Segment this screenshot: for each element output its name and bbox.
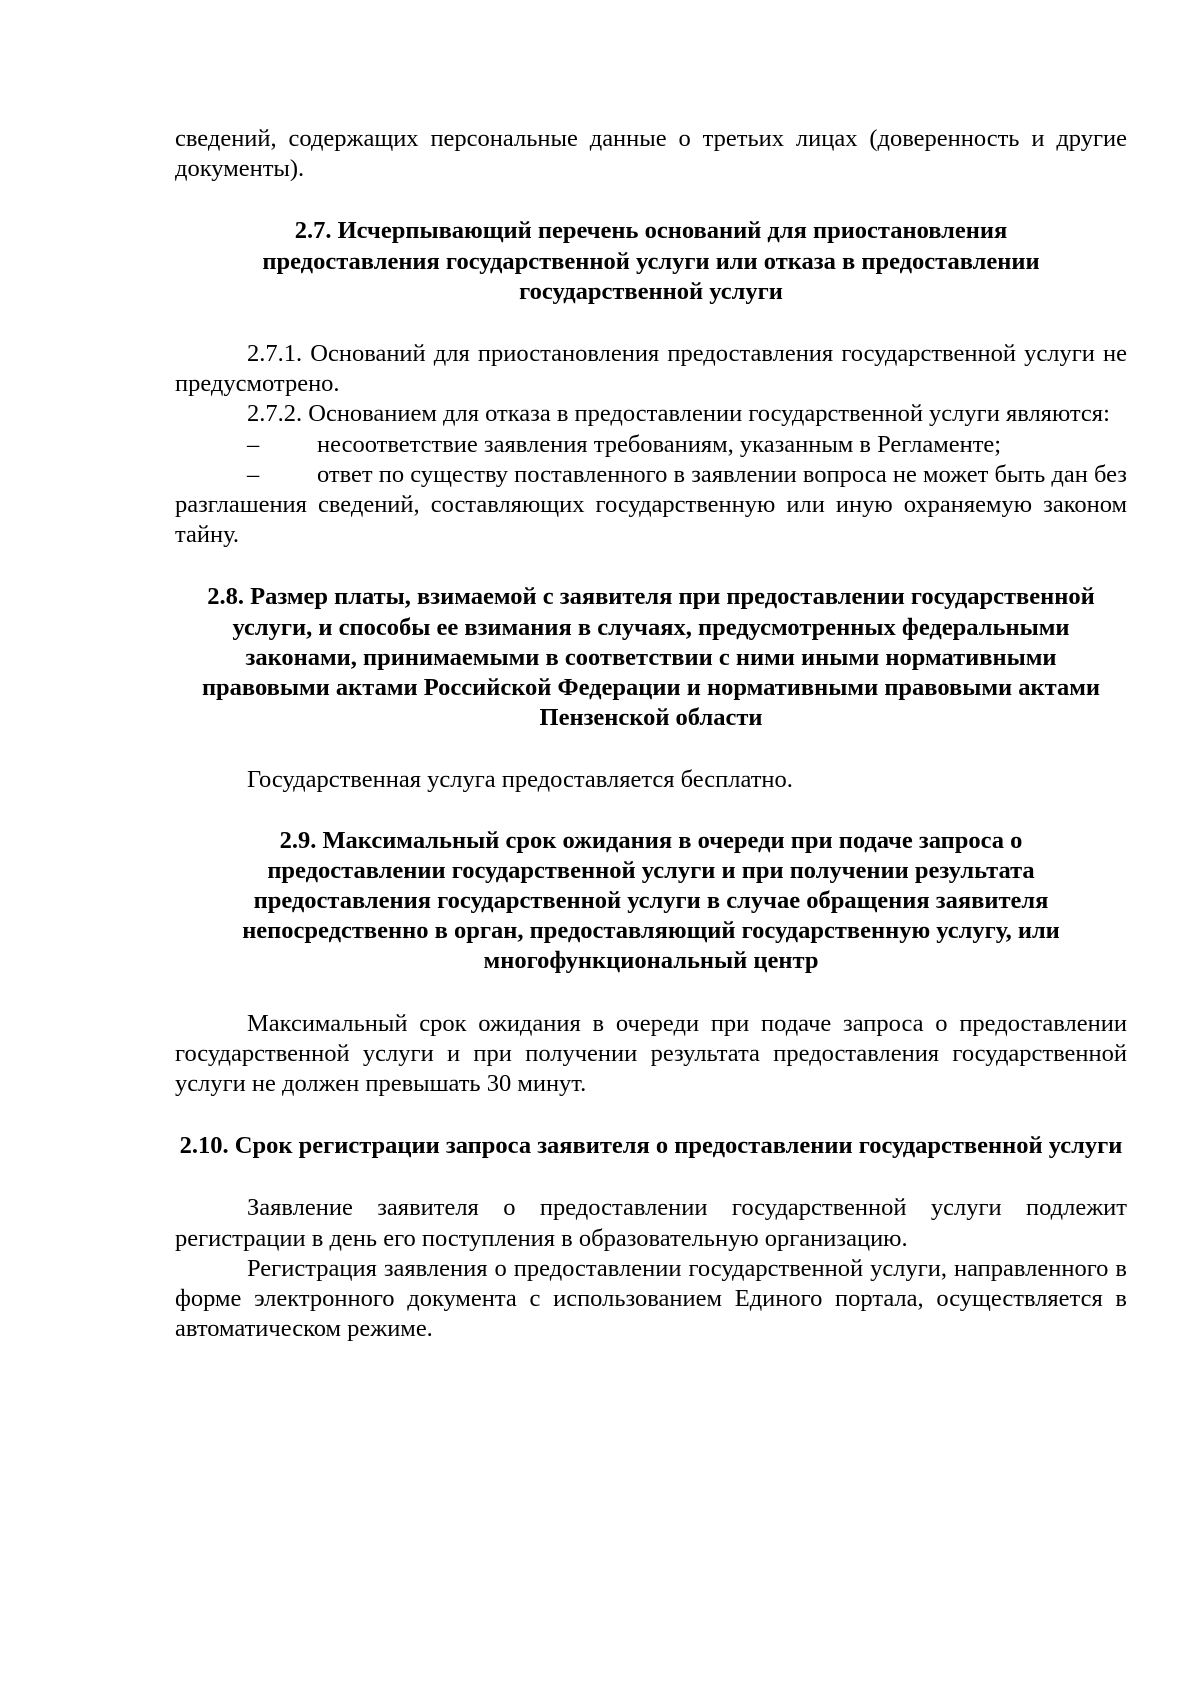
section-2-9-heading: 2.9. Максимальный срок ожидания в очереди при подаче запроса о предоставлении государственной услуги и при получении результата предоставления государственной услуги в случае обращения заявителя непосредственно в орган, предоставляющий государственную услугу, или многофункциональный центр (242, 826, 1060, 975)
section-2-10-paragraph-1: Заявление заявителя о предоставлении государственной услуги подлежит регистрации в день его поступления в образовательную организацию. (175, 1194, 1127, 1252)
spacer (175, 733, 1127, 765)
spacer (175, 307, 1127, 339)
document-page (175, 124, 1127, 1345)
spacer (175, 796, 1127, 826)
spacer (175, 977, 1127, 1009)
dash-bullet: – (247, 430, 260, 458)
section-2-8-heading: 2.8. Размер платы, взимаемой с заявителя при предоставлении государственной услуги, и способы ее взимания в случаях, предусмотренных федеральными законами, принимаемыми в соответствии с ними иными нормативными правовыми актами Российской Федерации и нормативными правовыми актами Пензенской области (201, 583, 1101, 732)
spacer (175, 1161, 1127, 1193)
list-item-text: несоответствие заявления требованиям, указанным в Регламенте; (317, 430, 1002, 458)
section-2-8-text: Государственная услуга предоставляется бесплатно. (247, 766, 793, 794)
list-item (175, 430, 1127, 460)
spacer (175, 1099, 1127, 1131)
paragraph-2-7-1: 2.7.1. Оснований для приостановления предоставления государственной услуги не предусмотрено. (175, 340, 1127, 398)
spacer (175, 184, 1127, 216)
list-item (175, 460, 1127, 551)
section-2-10-paragraph-2: Регистрация заявления о предоставлении государственной услуги, направленного в форме электронного документа с использованием Единого портала, осуществляется в автоматическом режиме. (175, 1254, 1127, 1343)
section-2-9-text: Максимальный срок ожидания в очереди при подаче запроса о предоставлении государственной услуги и при получении результата предоставления государственной услуги не должен превышать 30 минут. (175, 1009, 1127, 1098)
section-2-7-heading: 2.7. Исчерпывающий перечень оснований для приостановления предоставления государственной услуги или отказа в предоставлении государственной услуги (262, 217, 1040, 305)
list-item-text: ответ по существу поставленного в заявлении вопроса не может быть дан без разглашения сведений, составляющих государственную или иную охраняемую законом тайну. (175, 460, 1127, 549)
paragraph-2-7-2: 2.7.2. Основанием для отказа в предоставлении государственной услуги являются: (247, 400, 1110, 428)
spacer (175, 550, 1127, 582)
section-2-10-heading: 2.10. Срок регистрации запроса заявителя о предоставлении государственной услуги (179, 1132, 1123, 1160)
intro-paragraph: сведений, содержащих персональные данные о третьих лицах (доверенность и другие документы). (175, 125, 1127, 183)
dash-bullet: – (247, 460, 260, 488)
